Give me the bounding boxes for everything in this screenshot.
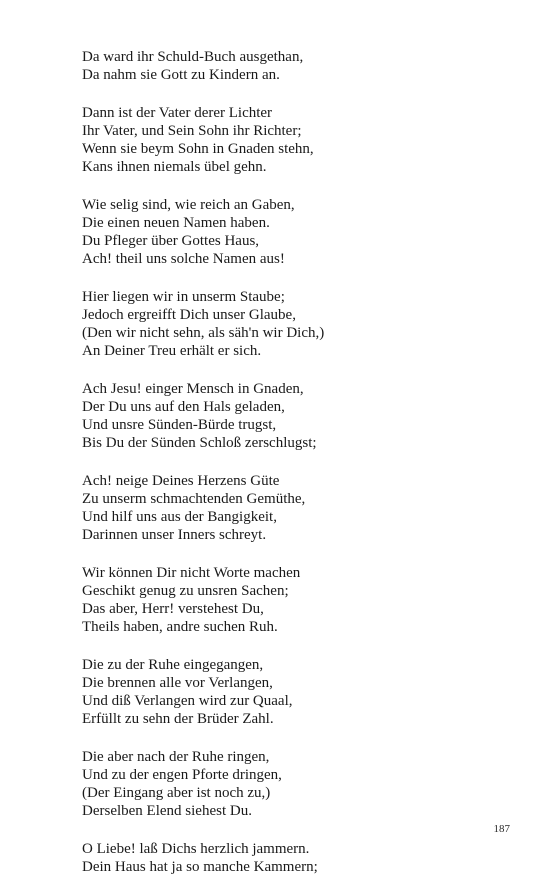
stanza [82,48,502,84]
poem-line: Theils haben, andre suchen Ruh. [82,619,278,635]
poem-line: Da nahm sie Gott zu Kindern an. [82,67,280,83]
stanza [82,196,502,268]
poem-line: Bis Du der Sünden Schloß zerschlugst; [82,435,317,451]
poem-line: Darinnen unser Inners schreyt. [82,527,267,543]
poem-line: Jedoch ergreifft Dich unser Glaube, [82,307,296,323]
poem-line: Und hilf uns aus der Bangigkeit, [82,509,277,525]
poem-line: An Deiner Treu erhält er sich. [82,343,262,359]
poem-line: Hier liegen wir in unserm Staube; [82,289,285,305]
stanza [82,288,502,360]
poem-line: Wenn sie beym Sohn in Gnaden stehn, [82,141,314,157]
poem-line: Dann ist der Vater derer Lichter [82,105,273,121]
stanza [82,472,502,544]
poem-line: (Den wir nicht sehn, als säh'n wir Dich,) [82,325,325,341]
poem-line: Und unsre Sünden-Bürde trugst, [82,417,277,433]
poem-line: Ach! neige Deines Herzens Güte [82,473,280,489]
poem-line: Da ward ihr Schuld-Buch ausgethan, [82,49,304,65]
poem-line: Erfüllt zu sehn der Brüder Zahl. [82,711,274,727]
poem-line: Zu unserm schmachtenden Gemüthe, [82,491,306,507]
poem-line: Geschikt genug zu unsren Sachen; [82,583,289,599]
poem-line: Und diß Verlangen wird zur Quaal, [82,693,293,709]
stanza [82,656,502,728]
poem-line: Du Pfleger über Gottes Haus, [82,233,260,249]
poem-line: Dein Haus hat ja so manche Kammern; [82,859,318,875]
poem-line: Die zu der Ruhe eingegangen, [82,657,264,673]
poem-line: Ihr Vater, und Sein Sohn ihr Richter; [82,123,302,139]
poem-line: Ach Jesu! einger Mensch in Gnaden, [82,381,304,397]
stanza [82,748,502,820]
poem-line: O Liebe! laß Dichs herzlich jammern. [82,841,310,857]
poem-text [82,48,502,896]
poem-line: Die brennen alle vor Verlangen, [82,675,273,691]
poem-line: Wie selig sind, wie reich an Gaben, [82,197,295,213]
poem-line: Der Du uns auf den Hals geladen, [82,399,285,415]
poem-line: Die aber nach der Ruhe ringen, [82,749,270,765]
poem-line: Kans ihnen niemals übel gehn. [82,159,267,175]
poem-line: Die einen neuen Namen haben. [82,215,270,231]
poem-line: Ach! theil uns solche Namen aus! [82,251,285,267]
stanza [82,564,502,636]
poem-line: Das aber, Herr! verstehest Du, [82,601,264,617]
page-number: 187 [493,823,510,835]
poem-line: Wir können Dir nicht Worte machen [82,565,301,581]
poem-line: (Der Eingang aber ist noch zu,) [82,785,271,801]
stanza [82,104,502,176]
stanza [82,840,502,876]
poem-line: Derselben Elend siehest Du. [82,803,252,819]
stanza [82,380,502,452]
poem-line: Und zu der engen Pforte dringen, [82,767,282,783]
